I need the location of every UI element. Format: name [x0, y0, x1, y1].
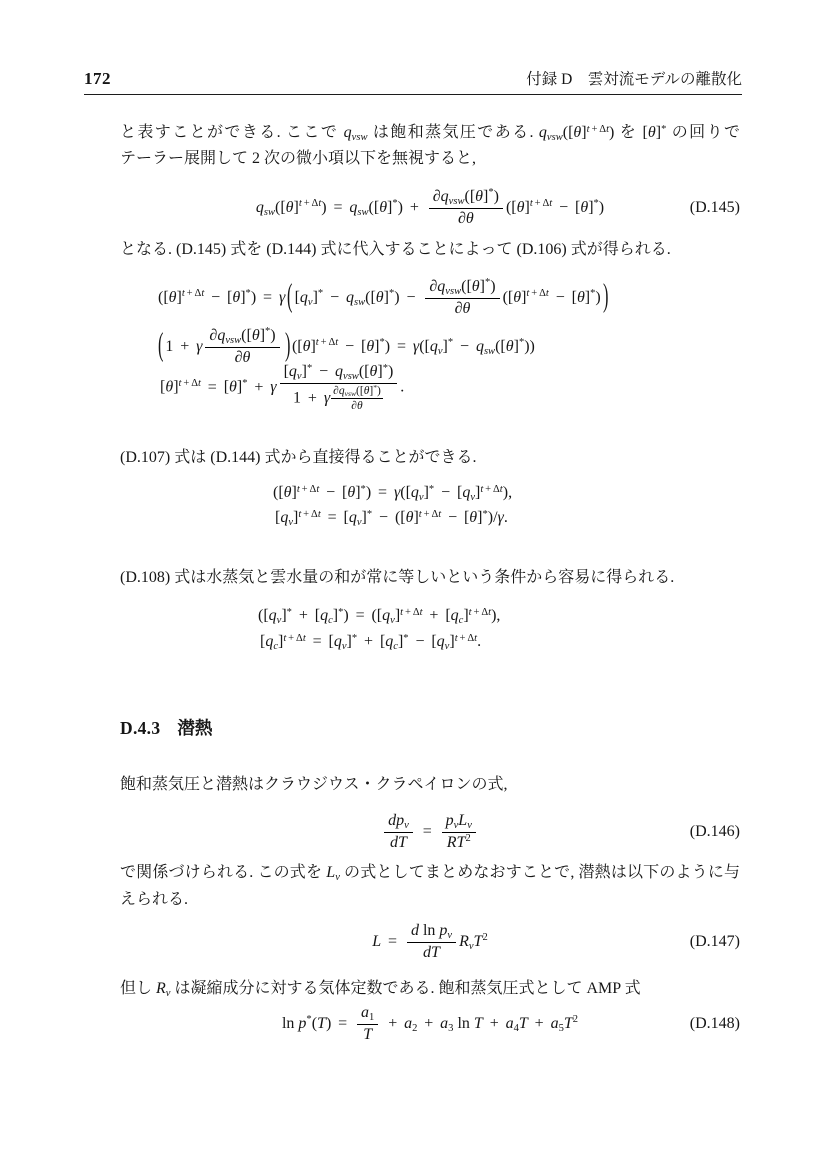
equation-d148-tag: (D.148): [689, 1015, 740, 1032]
equation-d146-formula: $dp_v$ dT = $p_vL_v$ $RT^2$: [381, 811, 479, 854]
paragraph-4: (D.108) 式は水蒸気と雲水量の和が常に等しいという条件から容易に得られる.: [120, 569, 675, 586]
equation-block106-line-1: [158, 272, 610, 324]
equation-pair107-line-2: [275, 496, 508, 540]
paragraph-6-line-2: えられる.: [120, 891, 189, 908]
paragraph-1-line-2: テーラー展開して 2 次の微小項以下を無視すると,: [120, 150, 477, 167]
section-heading: [120, 715, 212, 740]
paragraph-5: 飽和蒸気圧と潜熱はクラウジウス・クラペイロンの式,: [120, 776, 508, 793]
equation-block106-line-2-formula: ( 1 + γ $\partial q_{vsw}([\theta]^*)$ ∂θ ) $([\theta]^{t + \Delta t} - [\theta]^*) = \gamma([q_v]^* - q_{sw}([\theta]^*))$: [156, 326, 535, 369]
section-number: D.4.3: [120, 718, 161, 738]
equation-pair108-line-2: [260, 620, 481, 664]
equation-d145-tag: (D.145): [689, 199, 740, 216]
equation-d145: [120, 180, 740, 236]
equation-block106-line-3-formula: $[\theta]^{t + \Delta t} = [\theta]^* + \gamma$ $[q_v]^* - q_{vsw}([\theta]^*)$ 1 + γ $\partial q_{vsw}([\theta]^*)$ ∂θ .: [160, 362, 405, 413]
paragraph-3: (D.107) 式は (D.144) 式から直接得ることができる.: [120, 449, 477, 466]
equation-d147-formula: L = $\frac{d \ln p_v}{dT}$ $R_vT^2$: [372, 921, 487, 964]
paragraph-6-line-1: で関係づけられる. この式を $L_v$ の式としてまとめなおすことで, 潜熱は以下のように与: [120, 864, 740, 883]
equation-pair108-line-1-formula: $([q_v]^* + [q_c]^*) = ([q_v]^{t + \Delta t} + [q_c]^{t + \Delta t})$,: [258, 606, 501, 626]
equation-d146: [120, 804, 740, 860]
equation-d145-formula: $q_{sw}([\theta]^{t + \Delta t}) = q_{sw}([\theta]^*)$ + $\partial q_{vsw}([\theta]^*)$ ∂θ $([\theta]^{t + \Delta t} - [\theta]^*)$: [256, 187, 604, 230]
equation-d147-tag: (D.147): [689, 933, 740, 950]
equation-pair107-line-1-formula: $([\theta]^{t + \Delta t} - [\theta]^*) = \gamma([q_v]^* - [q_v]^{t + \Delta t})$,: [273, 483, 513, 503]
equation-d148: [120, 996, 740, 1052]
running-header-title: 付録 D 雲対流モデルの離散化: [526, 71, 742, 88]
paragraph-1-line-1: と表すことができる. ここで $q_{vsw}$ は飽和蒸気圧である. $q_{vsw}([\theta]^{t + \Delta t})$ を [θ]* の回りで: [120, 123, 740, 143]
page-number: 172: [84, 69, 111, 88]
section-title: 潜熱: [177, 718, 213, 738]
equation-pair107-line-2-formula: $[q_v]^{t + \Delta t} = [q_v]^* - ([\theta]^{t + \Delta t} - [\theta]^*)/\gamma$.: [275, 508, 508, 528]
page-header: [84, 64, 742, 95]
equation-pair108-line-2-formula: $[q_c]^{t + \Delta t} = [q_v]^* + [q_c]^* - [q_v]^{t + \Delta t}$.: [260, 632, 482, 652]
paragraph-7: 但し $R_v$ は凝縮成分に対する気体定数である. 飽和蒸気圧式として AMP 式: [120, 980, 641, 999]
equation-d147: [120, 914, 740, 970]
equation-block106-line-3: [160, 362, 404, 414]
paragraph-2: となる. (D.145) 式を (D.144) 式に代入することによって (D.106) 式が得られる.: [120, 241, 671, 258]
equation-d148-formula: ln p*(T) = $\frac{a_1}{T}$ + $a_2 + a_3$ $\ln T + a_4T + a_5T^2$: [282, 1003, 578, 1046]
equation-block106-line-1-formula: $([\theta]^{t + \Delta t} - [\theta]^*) = \gamma$ ( $[q_v]^* - q_{sw}([\theta]^*)$ − $\partial q_{vsw}([\theta]^*)$ ∂θ $([\theta]^{t + \Delta t} - [\theta]^*)$ ): [158, 277, 610, 320]
equation-d146-tag: (D.146): [689, 823, 740, 840]
